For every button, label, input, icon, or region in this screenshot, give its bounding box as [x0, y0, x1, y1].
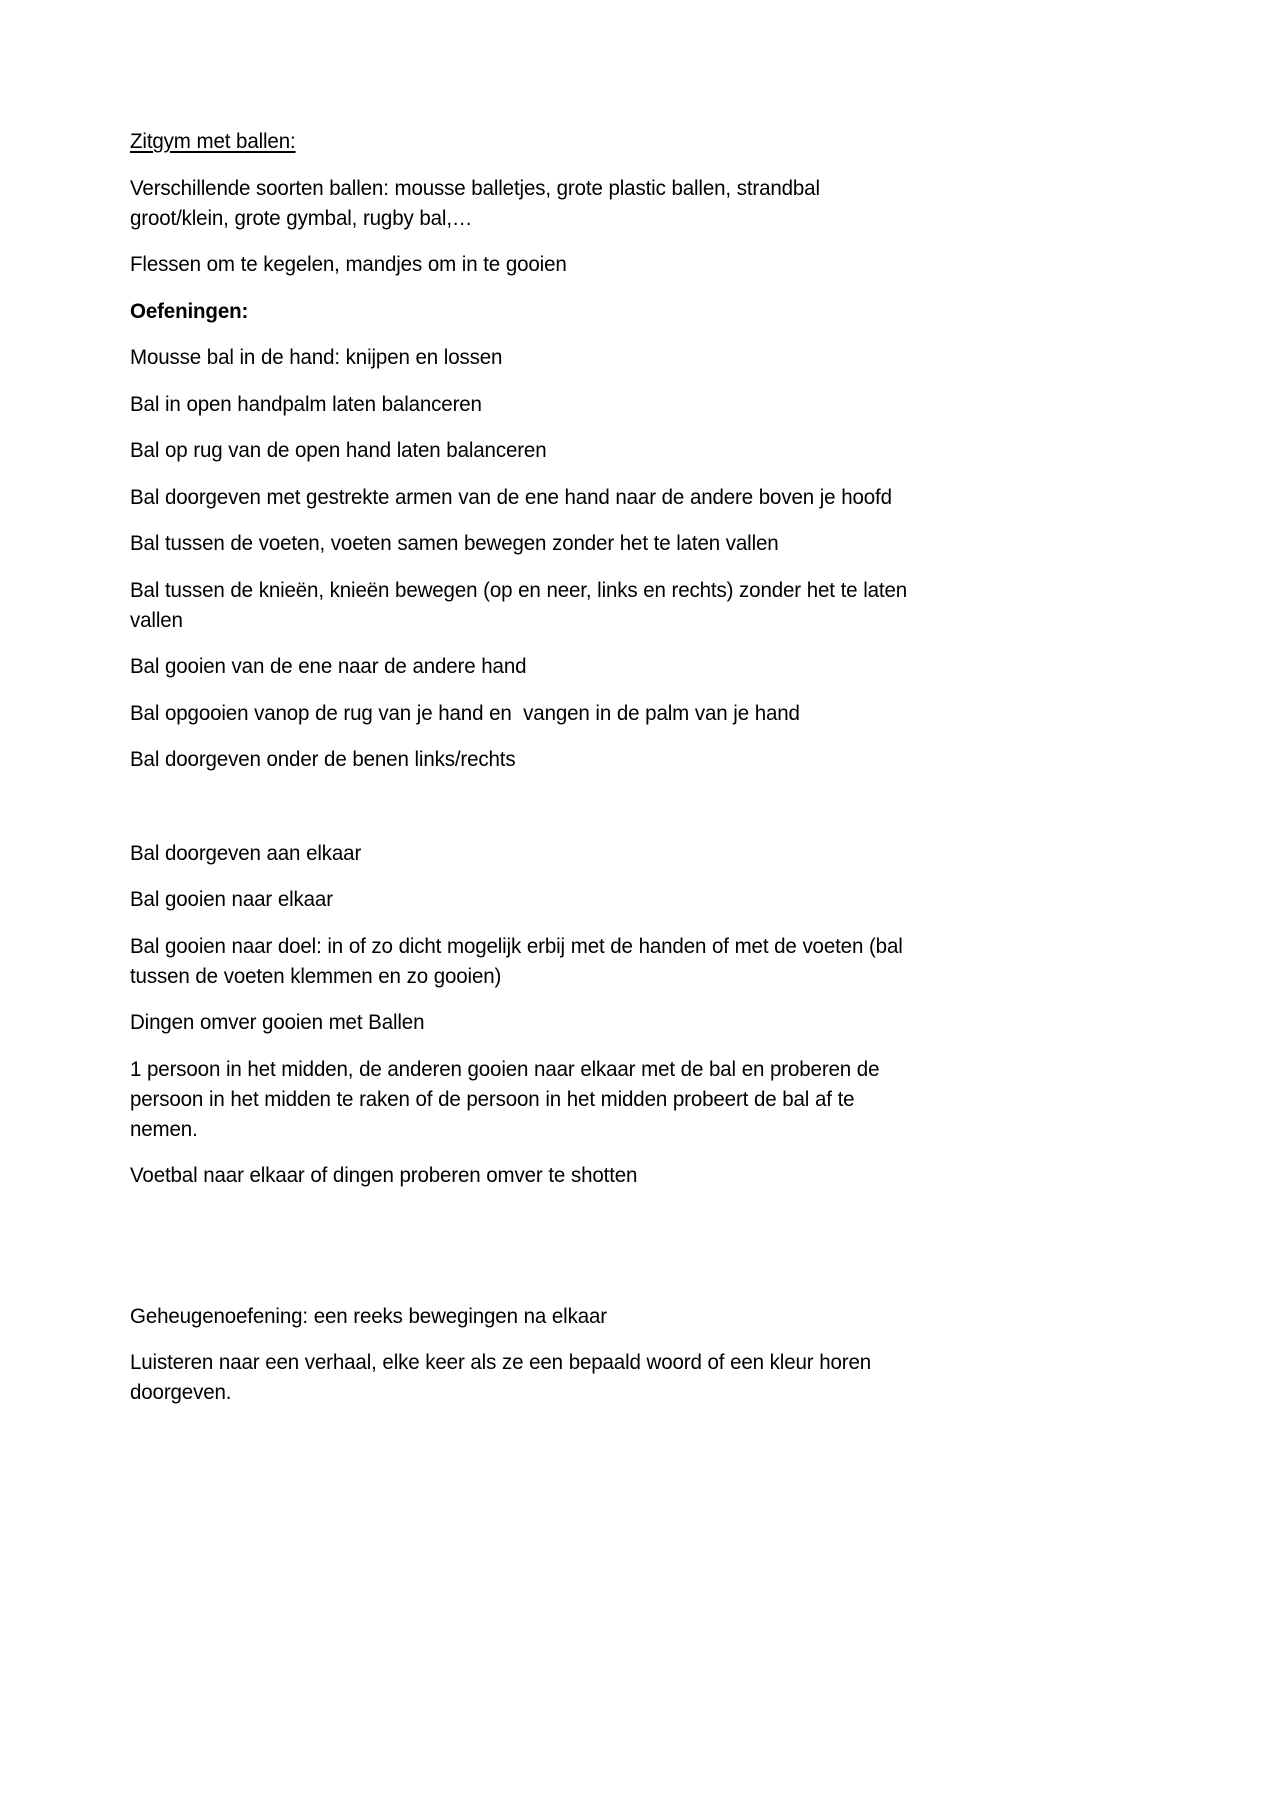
exercise-item-throw-hand-to-hand: Bal gooien van de ene naar de andere hand: [130, 654, 527, 678]
exercise-item-throw-to-each-other: Bal gooien naar elkaar: [130, 887, 333, 911]
exercise-item-person-in-middle: 1 persoon in het midden, de anderen gooien naar elkaar met de bal en proberen de persoon in het midden te raken of de persoon in het midden probeert de bal af te nemen.: [130, 1056, 886, 1141]
exercise-item-football: Voetbal naar elkaar of dingen proberen omver te shotten: [130, 1163, 638, 1187]
exercise-item-ball-between-knees: Bal tussen de knieën, knieën bewegen (op en neer, links en rechts) zonder het te laten vallen: [130, 577, 913, 632]
exercise-item-balance-back-of-hand: Bal op rug van de open hand laten balanceren: [130, 438, 547, 462]
exercise-item-squeeze-release: Mousse bal in de hand: knijpen en lossen: [130, 345, 503, 369]
exercise-item-pass-to-each-other: Bal doorgeven aan elkaar: [130, 840, 362, 865]
exercise-item-throw-at-target: Bal gooien naar doel: in of zo dicht mogelijk erbij met de handen of met de voeten (bal tussen de voeten klemmen en zo gooien): [130, 933, 909, 988]
exercise-item-knock-things-over: Dingen omver gooien met Ballen: [130, 1010, 425, 1034]
exercise-item-pass-overhead: Bal doorgeven met gestrekte armen van de ene hand naar de andere boven je hoofd: [130, 484, 892, 509]
exercise-item-ball-between-feet: Bal tussen de voeten, voeten samen bewegen zonder het te laten vallen: [130, 531, 779, 555]
exercise-item-pass-under-legs: Bal doorgeven onder de benen links/rechts: [130, 747, 516, 771]
exercise-item-toss-and-catch: Bal opgooien vanop de rug van je hand en vangen in de palm van je hand: [130, 700, 800, 725]
exercise-item-memory-sequence: Geheugenoefening: een reeks bewegingen na elkaar: [130, 1303, 607, 1328]
paragraph-spacer-2: [130, 1207, 960, 1301]
section-heading-oefeningen: Oefeningen:: [130, 298, 249, 323]
exercise-item-balance-palm: Bal in open handpalm laten balanceren: [130, 391, 482, 416]
exercise-item-listen-to-story: Luisteren naar een verhaal, elke keer als ze een bepaald woord of een kleur horen doorgeven.: [130, 1350, 877, 1404]
document-body: [130, 126, 960, 1424]
section-heading-zitgym: Zitgym met ballen:: [130, 129, 296, 153]
paragraph-ball-types: Verschillende soorten ballen: mousse balletjes, grote plastic ballen, strandbal groot/klein, grote gymbal, rugby bal,…: [130, 175, 826, 230]
paragraph-props: Flessen om te kegelen, mandjes om in te gooien: [130, 252, 567, 276]
paragraph-spacer-1: [130, 791, 960, 838]
